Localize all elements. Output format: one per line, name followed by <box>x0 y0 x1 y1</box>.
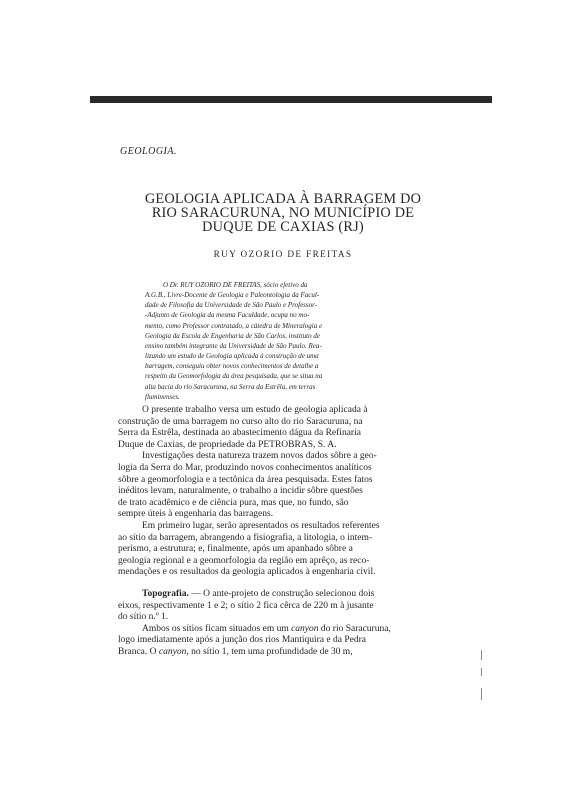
abstract-line: A.G.B., Livre-Docente de Geologia e Paleontologia da Facul- <box>145 291 320 300</box>
body-line: construção de uma barragem no curso alto do rio Saracuruna, na <box>118 416 363 427</box>
body-line: Investigações desta natureza trazem novos dados sôbre a geo- <box>142 451 377 462</box>
abstract-line: dade de Filosofia da Universidade de São Paulo e Professor- <box>145 301 318 310</box>
body-line: O presente trabalho versa um estudo de geologia aplicada à <box>142 405 368 415</box>
abstract-line: -Adjunto de Geologia da mesma Faculdade, ocupa no mo- <box>145 311 310 320</box>
body-line: perismo, a estrutura; e, finalmente, após um apanhado sôbre a <box>118 544 353 555</box>
body-line: Duque de Caxias, de propriedade da PETROBRÁS, S. A. <box>118 439 337 450</box>
top-rule <box>90 96 492 103</box>
margin-mark <box>481 650 482 660</box>
intro-text <box>118 405 448 579</box>
topografia-section <box>118 589 448 659</box>
body-line: do sítio n.º 1. <box>118 612 169 623</box>
body-line: eixos, respectivamente 1 e 2; o sítio 2 fica cêrca de 220 m à jusante <box>118 600 374 611</box>
abstract-line: barragem, conseguiu obter novos conhecimentos de detalhe a <box>145 362 319 371</box>
abstract-line: fluminenses. <box>145 392 180 401</box>
body-line: geologia regional e a geomorfologia da região em aprêço, as reco- <box>118 555 370 566</box>
body-line: Serra da Estrêla, destinada ao abastecimento dágua da Refinaria <box>118 428 361 439</box>
title-line: GEOLOGIA APLICADA À BARRAGEM DO <box>144 191 422 207</box>
body-line: sôbre a geomorfologia e a tectônica da área pesquisada. Êstes fatos <box>118 474 373 485</box>
body-line: logo imediatamente após a junção dos rios Mantiquira e da Pedra <box>118 635 366 646</box>
abstract-line: ensino também integrante da Universidade de São Paulo. Rea- <box>145 341 322 350</box>
body-line-text: — O ante-projeto de construção selecionou dois <box>188 589 375 599</box>
body-line: mendações e os resultados da geologia aplicados à engenharia civil. <box>118 567 376 578</box>
body-line <box>118 647 448 659</box>
body-line-text: Branca. <box>118 646 150 657</box>
abstract-line: respeito da Geomorfologia da área pesquisada, que se situa na <box>145 372 323 381</box>
body-line-italic: canyon <box>291 623 319 634</box>
abstract-line: alta bacia do rio Saracuruna, na Serra da Estrêla, em terras <box>145 382 316 391</box>
body-line-text: Ambos os sítios ficam situados em um <box>142 623 292 634</box>
abstract <box>145 280 443 402</box>
body-line-text: do rio Saracuruna, <box>318 623 391 634</box>
body-line: ao sítio da barragem, abrangendo a fisiografia, a litologia, o intem- <box>118 532 373 543</box>
section-heading: Topografia. <box>142 589 189 599</box>
body-line: sempre úteis à engenharia das barragens. <box>118 509 274 520</box>
abstract-line: O Dr. RUY OZORIO DE FREITAS, sócio efetivo da <box>163 281 308 289</box>
title-line: DUQUE DE CAXIAS (RJ) <box>202 219 364 235</box>
body-line-italic: canyon <box>158 646 187 657</box>
body-line: inéditos levam, naturalmente, o trabalho a incidir sôbre questões <box>118 486 363 497</box>
article-title <box>118 192 448 234</box>
body-line-text: , no sítio 1, tem uma profundidade de 30 m, <box>186 646 353 657</box>
body-line <box>118 589 448 601</box>
abstract-line: Geologia da Escola de Engenharia de São Carlos, instituto de <box>145 331 320 340</box>
section-label: GEOLOGIA. <box>120 146 177 157</box>
body-line-text: O <box>149 646 159 657</box>
author-name: RUY OZORIO DE FREITAS <box>213 249 353 259</box>
body-line: logia da Serra do Mar, produzindo novos conhecimentos analíticos <box>118 462 372 473</box>
title-line: RIO SARACURUNA, NO MUNICÍPIO DE <box>151 205 415 221</box>
body-line: Em primeiro lugar, serão apresentados os resultados referentes <box>142 520 380 531</box>
margin-mark <box>481 668 482 676</box>
abstract-line: mento, como Professor contratado, a cátedra de Mineralogia e <box>145 321 323 330</box>
abstract-line: lizando um estudo de Geologia aplicada à construção de uma <box>145 352 319 361</box>
body-line <box>118 624 448 636</box>
body-line: de trato acadêmico e de ciência pura, mas que, no fundo, são <box>118 497 349 508</box>
margin-mark <box>481 688 482 700</box>
